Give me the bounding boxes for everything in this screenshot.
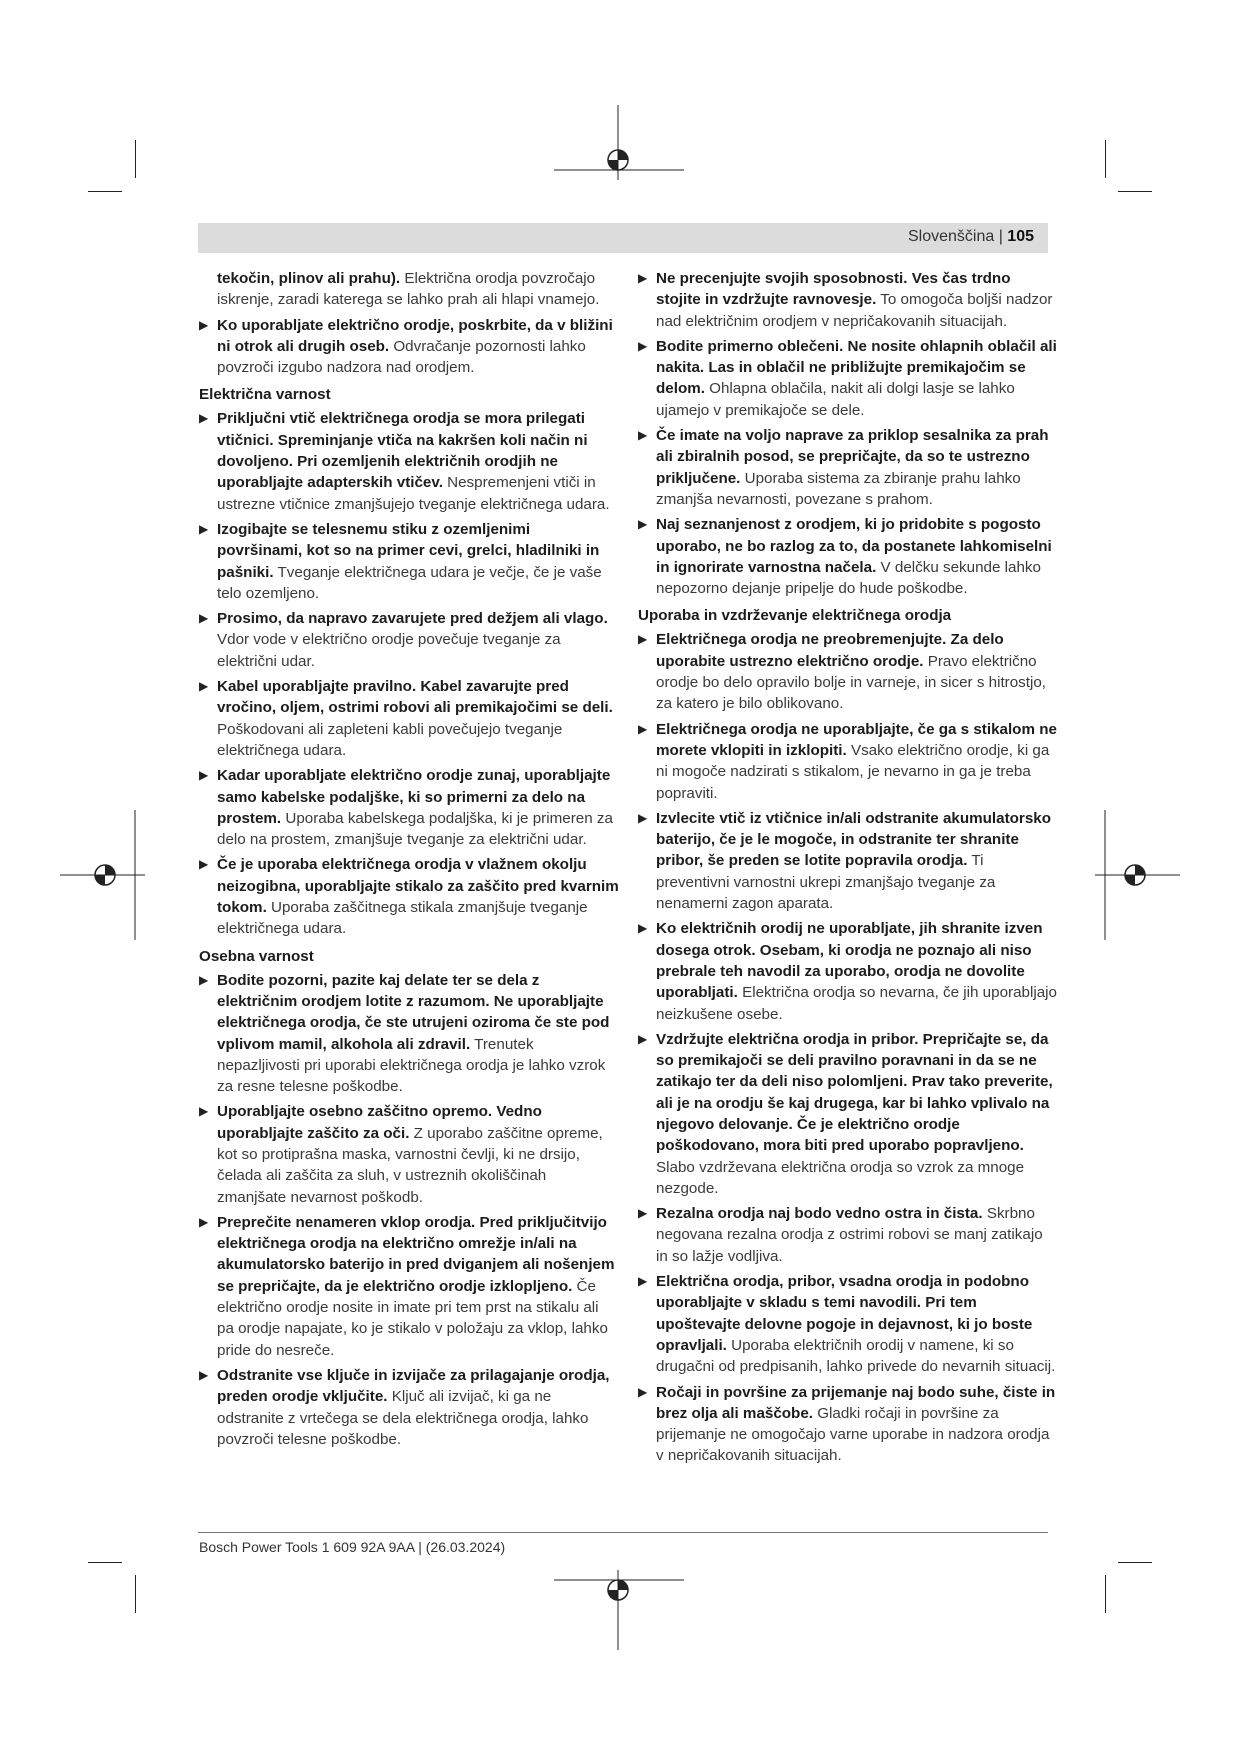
section-heading: Uporaba in vzdrževanje električnega orodja — [638, 607, 952, 625]
list-item: ▶ Ročaji in površine za prijemanje naj bodo suhe, čiste in brez olja ali maščobe. Gladki ročaji in površine za prijemanje ne omogočajo varne uporabe in nadzora orodja v nepričakovanih situacijah. — [638, 1383, 1056, 1465]
list-item: ▶ Kabel uporabljajte pravilno. Kabel zavarujte pred vročino, oljem, ostrimi robovi ali premikajočimi se deli. Poškodovani ali zapleteni kabli povečujejo tveganje električnega udara. — [199, 678, 613, 759]
list-item: ▶ Izvlecite vtič iz vtičnice in/ali odstranite akumulatorsko baterijo, če je le mogoče, in odstranite ter shranite pribor, še preden se lotite popravila orodja. Ti preventivni varnostni ukrepi zmanjšajo tveganje za nenamerni zagon aparata. — [638, 809, 1052, 913]
page-number: 105 — [1007, 228, 1034, 245]
registration-target-left-icon — [60, 810, 150, 940]
bullet-arrow-icon: ▶ — [199, 521, 209, 536]
list-item: ▶ Bodite pozorni, pazite kaj delate ter se dela z električnim orodjem lotite z razumom. Ne uporabljajte električnega orodja, če ste utrujeni oziroma če ste pod vplivom mamil, alkohola ali zdravil. Trenutek nepazljivosti pri uporabi električnega orodja je lahko vzrok za resne telesne poškodbe. — [199, 971, 610, 1096]
bullet-arrow-icon: ▶ — [199, 611, 209, 626]
language-section: Slovenščina — [907, 228, 995, 245]
footer-divider — [198, 1532, 1048, 1533]
bullet-arrow-icon: ▶ — [638, 1274, 648, 1289]
list-item: ▶ Naj seznanjenost z orodjem, ki jo pridobite s pogosto uporabo, ne bo razlog za to, da postanete lahkomiselni in ignorirate varnostna načela. V delčku sekunde lahko nepozorno dejanje pripelje do hude poškodbe. — [638, 516, 1052, 598]
section-heading: Osebna varnost — [199, 947, 314, 965]
bullet-arrow-icon: ▶ — [199, 768, 209, 783]
registration-target-bottom-icon — [554, 1560, 684, 1650]
registration-target-top-icon — [554, 105, 684, 195]
bullet-arrow-icon: ▶ — [199, 972, 209, 987]
list-item: ▶ Če je uporaba električnega orodja v vlažnem okolju neizogibna, uporabljajte stikalo za zaščito pred kvarnim tokom. Uporaba zaščitnega stikala zmanjšuje tveganje električnega udara. — [199, 856, 619, 938]
list-item: ▶ Električnega orodja ne uporabljajte, če ga s stikalom ne morete vklopiti in izklopiti. Vsako električno orodje, ki ga ni mogoče nadzirati s stikalom, je nevarno in ga je treba popraviti. — [638, 720, 1057, 802]
page-header — [198, 223, 1048, 253]
crop-mark — [135, 1575, 136, 1613]
bullet-arrow-icon: ▶ — [638, 1031, 648, 1046]
list-item: ▶ Vzdržujte električna orodja in pribor. Prepričajte se, da so premikajoči se deli pravilno poravnani in da se ne zatikajo ter da deli niso polomljeni. Prav tako preverite, ali je na orodju še kaj drugega, kar bi lahko vplivalo na njegovo delovanje. Če je električno orodje poškodovano, mora biti pred uporabo popravljeno. Slabo vzdrževana električna orodja so vzrok za mnoge nezgode. — [638, 1030, 1053, 1197]
crop-mark — [88, 191, 122, 192]
bullet-arrow-icon: ▶ — [199, 679, 209, 694]
registration-target-right-icon — [1090, 810, 1180, 940]
header-label: Slovenščina | 105 — [907, 228, 1034, 245]
list-item: ▶ Ko uporabljate električno orodje, poskrbite, da v bližini ni otrok ali drugih oseb. Odvračanje pozornosti lahko povzroči izgubo nadzora nad orodjem. — [199, 316, 613, 377]
bullet-arrow-icon: ▶ — [638, 428, 648, 443]
bullet-arrow-icon: ▶ — [199, 1214, 209, 1229]
crop-mark — [1118, 191, 1152, 192]
right-column — [638, 268, 1058, 1471]
section-heading: Električna varnost — [199, 386, 331, 404]
list-item: ▶ Preprečite nenameren vklop orodja. Pred priključitvijo električnega orodja na električno omrežje in/ali na akumulatorsko baterijo in pred dviganjem ali nošenjem se prepričajte, da je električno orodje izklopljeno. Če električno orodje nosite in imate pri tem prst na stikalu ali pa orodje napajate, ko je stikalo v položaju za vklop, lahko pride do nesreče. — [199, 1213, 615, 1359]
crop-mark — [88, 1562, 122, 1563]
list-item: ▶ Priključni vtič električnega orodja se mora prilegati vtičnici. Spreminjanje vtiča na kakršen koli način ni dovoljeno. Pri ozemljenih električnih orodjih ne uporabljajte adapterskih vtičev. Nespremenjeni vtiči in ustrezne vtičnice zmanjšujejo tveganje električnega udara. — [199, 410, 610, 513]
list-item: ▶ Ne precenjujte svojih sposobnosti. Ves čas trdno stojite in vzdržujte ravnovesje. To omogoča boljši nadzor nad električnim orodjem v nepričakovanih situacijah. — [638, 270, 1053, 330]
bullet-arrow-icon: ▶ — [638, 1384, 648, 1399]
bullet-arrow-icon: ▶ — [638, 721, 648, 736]
list-item: ▶ Ko električnih orodij ne uporabljate, jih shranite izven dosega otrok. Osebam, ki orodja ne poznajo ali niso prebrale teh navodil za uporabo, orodja ne dovolite uporabljati. Električna orodja so nevarna, če jih uporabljajo neizkušene osebe. — [638, 920, 1057, 1023]
bullet-arrow-icon: ▶ — [199, 857, 209, 872]
list-item: ▶ Uporabljajte osebno zaščitno opremo. Vedno uporabljajte zaščito za oči. Z uporabo zaščitne opreme, kot so protiprašna maska, varnostni čevlji, ki ne drsijo, čelada ali zaščita za sluh, v ustreznih okoliščinah zmanjšate nevarnost poškodb. — [199, 1103, 603, 1206]
list-item: ▶ Izogibajte se telesnemu stiku z ozemljenimi površinami, kot so na primer cevi, grelci, hladilniki in pašniki. Tveganje električnega udara je večje, če je vaše telo ozemljeno. — [199, 520, 602, 602]
bullet-arrow-icon: ▶ — [638, 271, 648, 285]
list-item: ▶ Rezalna orodja naj bodo vedno ostra in čista. Skrbno negovana rezalna orodja z ostrimi robovi se manj zatikajo in so lažje vodljiva. — [638, 1205, 1043, 1265]
list-item: ▶ Prosimo, da napravo zavarujete pred dežjem ali vlago. Vdor vode v električno orodje povečuje tveganje za električni udar. — [199, 610, 608, 670]
bullet-arrow-icon: ▶ — [199, 1104, 209, 1119]
list-item: ▶ Če imate na voljo naprave za priklop sesalnika za prah ali zbiralnih posod, se prepričajte, da so te ustrezno priključene. Uporaba sistema za zbiranje prahu lahko zmanjša nevarnosti, povezane s prahom. — [638, 427, 1049, 508]
list-item: ▶ Bodite primerno oblečeni. Ne nosite ohlapnih oblačil ali nakita. Las in oblačil ne približujte premikajočim se delom. Ohlapna oblačila, nakit ali dolgi lasje se lahko ujamejo v premikajoče se dele. — [638, 337, 1057, 419]
list-item: ▶ Kadar uporabljate električno orodje zunaj, uporabljajte samo kabelske podaljške, ki so primerni za delo na prostem. Uporaba kabelskega podaljška, ki je primeren za delo na prostem, zmanjšuje tveganje za električni udar. — [199, 767, 613, 849]
bullet-arrow-icon: ▶ — [199, 1367, 209, 1382]
bullet-arrow-icon: ▶ — [199, 411, 209, 426]
bullet-arrow-icon: ▶ — [199, 317, 209, 332]
crop-mark — [1105, 1575, 1106, 1613]
crop-mark — [1118, 1562, 1152, 1563]
bullet-arrow-icon: ▶ — [638, 921, 648, 936]
list-item: ▶ Odstranite vse ključe in izvijače za prilagajanje orodja, preden orodje vključite. Ključ ali izvijač, ki ga ne odstranite z vrtečega se dela električnega orodja, lahko povzroči telesne poškodbe. — [199, 1366, 610, 1448]
continued-paragraph: tekočin, plinov ali prahu). Električna orodja povzročajo iskrenje, zaradi katerega se lahko prah ali hlapi vnamejo. — [217, 270, 600, 309]
crop-mark — [135, 140, 136, 178]
bullet-arrow-icon: ▶ — [638, 810, 648, 825]
bullet-arrow-icon: ▶ — [638, 1206, 648, 1221]
bullet-arrow-icon: ▶ — [638, 338, 648, 353]
left-column — [199, 268, 619, 1454]
list-item: ▶ Električnega orodja ne preobremenjujte. Za delo uporabite ustrezno električno orodje. Pravo električno orodje bo delo opravilo bolje in varneje, in sicer s hitrostjo, za katero je bilo oblikovano. — [638, 631, 1047, 713]
page-footer: Bosch Power Tools 1 609 92A 9AA | (26.03.2024) — [199, 1539, 506, 1555]
list-item: ▶ Električna orodja, pribor, vsadna orodja in podobno uporabljajte v skladu s temi navodili. Pri tem upoštevajte delovne pogoje in dejavnost, ki jo boste opravljali. Uporaba električnih orodij v namene, ki so drugačni od predpisanih, lahko privede do nevarnih situacij. — [638, 1273, 1056, 1376]
crop-mark — [1105, 140, 1106, 178]
bullet-arrow-icon: ▶ — [638, 632, 648, 647]
bullet-arrow-icon: ▶ — [638, 517, 648, 532]
